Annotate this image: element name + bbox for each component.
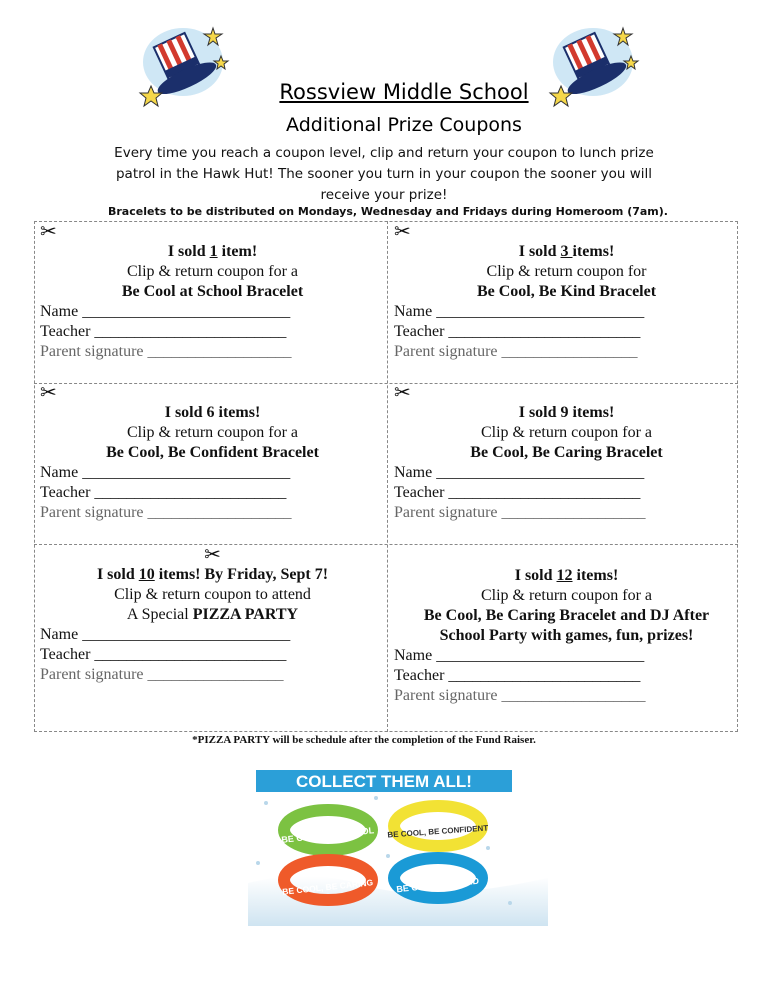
name-field[interactable]: Name __________________________ bbox=[394, 647, 645, 664]
coupon-prize: Be Cool, Be Kind Bracelet bbox=[476, 283, 657, 300]
coupon-clip-text: Clip & return coupon to attend bbox=[114, 586, 311, 603]
coupon-sold-text: I sold 10 items! By Friday, Sept 7! bbox=[96, 566, 329, 583]
coupon-clip-text: Clip & return coupon for a bbox=[126, 424, 299, 441]
svg-text:BE COOL @ SCHOOL: BE COOL @ SCHOOL bbox=[280, 825, 375, 845]
coupon-sold-text: I sold 6 items! bbox=[164, 404, 261, 421]
grid-divider-vertical bbox=[387, 221, 388, 732]
coupon-prize: Be Cool, Be Caring Bracelet bbox=[470, 444, 663, 461]
svg-text:BE COOL, BE KIND: BE COOL, BE KIND bbox=[395, 875, 480, 895]
coupon-sold-text: I sold 1 item! bbox=[167, 243, 258, 260]
teacher-field[interactable]: Teacher ________________________ bbox=[40, 646, 287, 663]
coupon-sold-text: I sold 12 items! bbox=[514, 567, 619, 584]
scissors-icon[interactable]: ✂ bbox=[394, 221, 411, 243]
page-subtitle: Additional Prize Coupons bbox=[286, 114, 522, 136]
scissors-icon[interactable]: ✂ bbox=[204, 544, 221, 566]
teacher-field[interactable]: Teacher ________________________ bbox=[394, 484, 641, 501]
name-field[interactable]: Name __________________________ bbox=[394, 464, 645, 481]
teacher-field[interactable]: Teacher ________________________ bbox=[394, 667, 641, 684]
scissors-icon[interactable]: ✂ bbox=[40, 221, 57, 243]
coupon-sold-text: I sold 9 items! bbox=[518, 404, 615, 421]
coupon-prize: Be Cool at School Bracelet bbox=[121, 283, 304, 300]
coupon-10-items bbox=[40, 545, 385, 685]
parent-signature-field[interactable]: Parent signature __________________ bbox=[394, 687, 646, 704]
name-field[interactable]: Name __________________________ bbox=[40, 626, 291, 643]
svg-text:BE COOL, BE CONFIDENT: BE COOL, BE CONFIDENT bbox=[387, 823, 489, 840]
parent-signature-field[interactable]: Parent signature _________________ bbox=[40, 666, 284, 683]
parent-signature-field[interactable]: Parent signature __________________ bbox=[394, 504, 646, 521]
coupon-3-items bbox=[394, 222, 739, 362]
name-field[interactable]: Name __________________________ bbox=[394, 303, 645, 320]
parent-signature-field[interactable]: Parent signature _________________ bbox=[394, 343, 638, 360]
pizza-party-footnote: *PIZZA PARTY will be schedule after the completion of the Fund Raiser. bbox=[192, 734, 536, 746]
coupon-prize: Be Cool, Be Confident Bracelet bbox=[106, 444, 319, 461]
parent-signature-field[interactable]: Parent signature __________________ bbox=[40, 504, 292, 521]
coupon-clip-text: Clip & return coupon for a bbox=[480, 424, 653, 441]
banner-title: COLLECT THEM ALL! bbox=[296, 772, 472, 791]
coupon-clip-text: Clip & return coupon for a bbox=[126, 263, 299, 280]
coupon-prize-line-2: School Party with games, fun, prizes! bbox=[439, 627, 694, 644]
teacher-field[interactable]: Teacher ________________________ bbox=[40, 323, 287, 340]
scissors-icon[interactable]: ✂ bbox=[394, 382, 411, 404]
teacher-field[interactable]: Teacher ________________________ bbox=[40, 484, 287, 501]
name-field[interactable]: Name __________________________ bbox=[40, 464, 291, 481]
coupon-9-items bbox=[394, 383, 739, 523]
coupon-prize: A Special PIZZA PARTY bbox=[126, 606, 299, 623]
distribution-note: Bracelets to be distributed on Mondays, Wednesday and Fridays during Homeroom (7am). bbox=[108, 205, 668, 218]
parent-signature-field[interactable]: Parent signature __________________ bbox=[40, 343, 292, 360]
svg-text:BE COOL, BE CARING: BE COOL, BE CARING bbox=[281, 877, 374, 897]
coupon-12-items bbox=[394, 566, 739, 706]
teacher-field[interactable]: Teacher ________________________ bbox=[394, 323, 641, 340]
collect-them-all-banner bbox=[248, 768, 548, 926]
name-field[interactable]: Name __________________________ bbox=[40, 303, 291, 320]
coupon-1-item bbox=[40, 222, 385, 362]
coupon-6-items bbox=[40, 383, 385, 523]
scissors-icon[interactable]: ✂ bbox=[40, 382, 57, 404]
coupon-clip-text: Clip & return coupon for a bbox=[480, 587, 653, 604]
coupon-clip-text: Clip & return coupon for bbox=[486, 263, 647, 280]
school-title: Rossview Middle School bbox=[279, 80, 529, 104]
coupon-sold-text: I sold 3 items! bbox=[518, 243, 615, 260]
intro-text: Every time you reach a coupon level, clip and return your coupon to lunch prize patrol in the Hawk Hut! The sooner you turn in your coupon the sooner you will receive your prize! bbox=[114, 145, 654, 203]
coupon-prize-line-1: Be Cool, Be Caring Bracelet and DJ After bbox=[423, 607, 710, 624]
